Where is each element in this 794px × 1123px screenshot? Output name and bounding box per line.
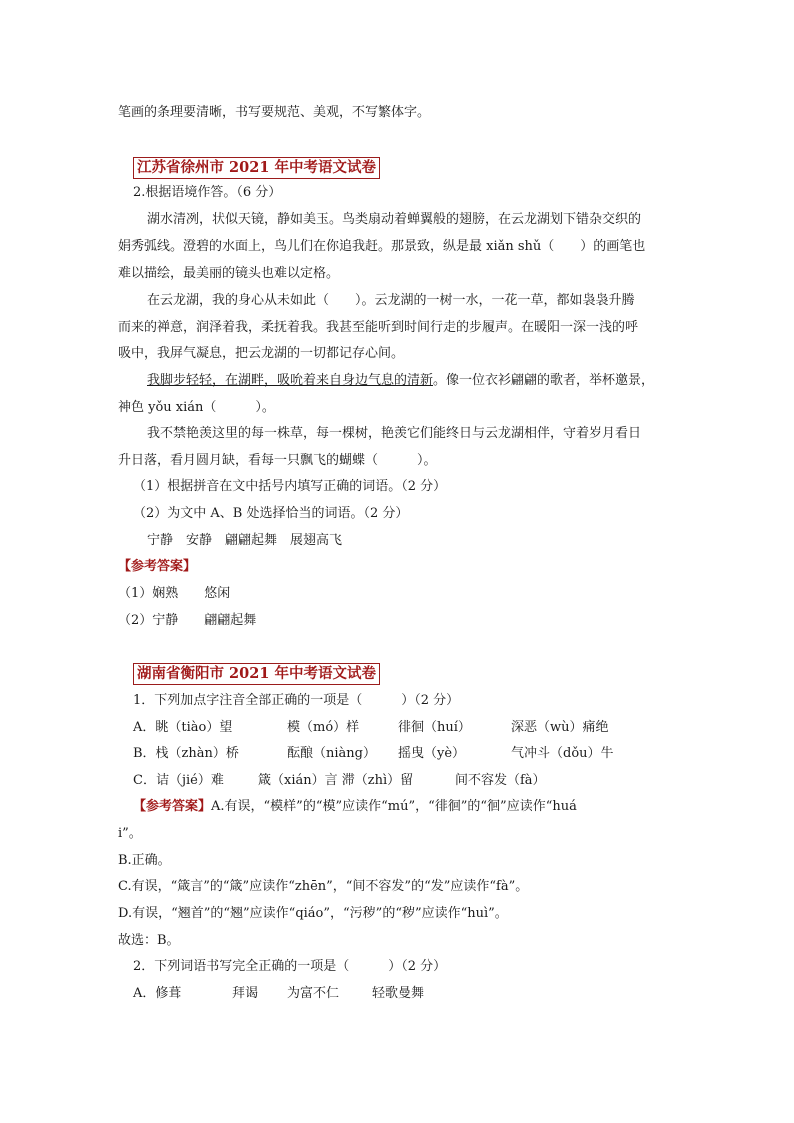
sub-question-2: （2）为文中 A、B 处选择恰当的词语。（2 分） <box>133 506 409 521</box>
question-2-title: 2.根据语境作答。（6 分） <box>133 185 282 200</box>
option-b-3: 摇曳（yè） <box>398 746 466 761</box>
paragraph-line: 难以描绘，最美丽的镜头也难以定格。 <box>118 266 340 281</box>
answer-label: 【参考答案】 <box>133 799 212 814</box>
option-a-4: 深恶（wù）痛绝 <box>511 720 609 735</box>
option-c-2: 箴（xián）言 滞（zhì）留 <box>258 773 414 788</box>
question-1-title: 1．下列加点字注音全部正确的一项是（ ）（2 分） <box>133 693 460 708</box>
paragraph-line: 升日落，看月圆月缺，看每一只飘飞的蝴蝶（ ）。 <box>118 453 437 468</box>
paragraph-line: 湖水清冽，状似天镜，静如美玉。鸟类扇动着蝉翼般的翅膀，在云龙湖划下错杂交织的 <box>147 212 642 227</box>
answer-b: B.正确。 <box>118 853 171 868</box>
q2-option-a-4: 轻歌曼舞 <box>372 986 425 1001</box>
paragraph-line: 神色 yǒu xián（ ）。 <box>118 400 275 415</box>
paragraph-line: 我不禁艳羡这里的每一株草，每一棵树，艳羡它们能终日与云龙湖相伴，守着岁月看日 <box>147 426 642 441</box>
paragraph-continuation: 。像一位衣衫翩翩的歌者，举杯邀景， <box>433 373 655 388</box>
word-options: 宁静 安静 翩翩起舞 展翅高飞 <box>147 533 343 548</box>
answer-1: （1）娴熟 悠闲 <box>118 586 231 601</box>
answer-a-continuation: i”。 <box>118 826 142 841</box>
option-b-2: 酝酿（niàng） <box>287 746 376 761</box>
option-a-2: 模（mó）样 <box>287 720 360 735</box>
option-c-3: 间不容发（fà） <box>455 773 546 788</box>
question-2-title: 2．下列词语书写完全正确的一项是（ ）（2 分） <box>133 959 447 974</box>
answer-2: （2）宁静 翩翩起舞 <box>118 613 257 628</box>
q2-option-a-1: A．修葺 <box>133 986 182 1001</box>
underlined-sentence: 我脚步轻轻，在湖畔，吸吮着来自身边气息的清新 <box>147 373 434 388</box>
answer-a-line <box>133 798 577 816</box>
conclusion: 故选：B。 <box>118 933 180 948</box>
option-a-3: 徘徊（huí） <box>398 720 471 735</box>
option-c-1: C．诘（jié）难 <box>133 773 224 788</box>
option-a-1: A．眺（tiào）望 <box>133 720 233 735</box>
answer-a-text: A.有误，“模样”的“模”应读作“mú”，“徘徊”的“徊”应读作“huá <box>211 799 577 814</box>
q2-option-a-3: 为富不仁 <box>287 986 340 1001</box>
paragraph-line: 在云龙湖，我的身心从未如此（ ）。云龙湖的一树一水，一花一草，都如袅袅升腾 <box>147 293 635 308</box>
sub-question-1: （1）根据拼音在文中括号内填写正确的词语。（2 分） <box>133 479 447 494</box>
paragraph-line-underlined <box>147 372 654 390</box>
paragraph-line: 娟秀弧线。澄碧的水面上，鸟儿们在你追我赶。那景致，纵是最 xiǎn shǔ（ ）的画笔也 <box>118 239 646 254</box>
answer-label: 【参考答案】 <box>118 559 197 574</box>
intro-line: 笔画的条理要清晰，书写要规范、美观，不写繁体字。 <box>118 105 431 120</box>
section-header-hengyang: 湖南省衡阳市 2021 年中考语文试卷 <box>133 663 380 685</box>
q2-option-a-2: 拜谒 <box>232 986 259 1001</box>
option-b-1: B．栈（zhàn）桥 <box>133 746 239 761</box>
option-b-4: 气冲斗（dǒu）牛 <box>511 746 614 761</box>
answer-c: C.有误，“箴言”的“箴”应读作“zhēn”，“间不容发”的“发”应读作“fà”。 <box>118 879 529 894</box>
answer-d: D.有误，“翘首”的“翘”应读作“qiáo”，“污秽”的“秽”应读作“huì”。 <box>118 906 508 921</box>
section-header-xuzhou: 江苏省徐州市 2021 年中考语文试卷 <box>133 157 380 179</box>
paragraph-line: 吸中，我屏气凝息，把云龙湖的一切都记存心间。 <box>118 346 405 361</box>
paragraph-line: 而来的禅意，润泽着我，柔抚着我。我甚至能听到时间行走的步履声。在暖阳一深一浅的呼 <box>118 320 639 335</box>
